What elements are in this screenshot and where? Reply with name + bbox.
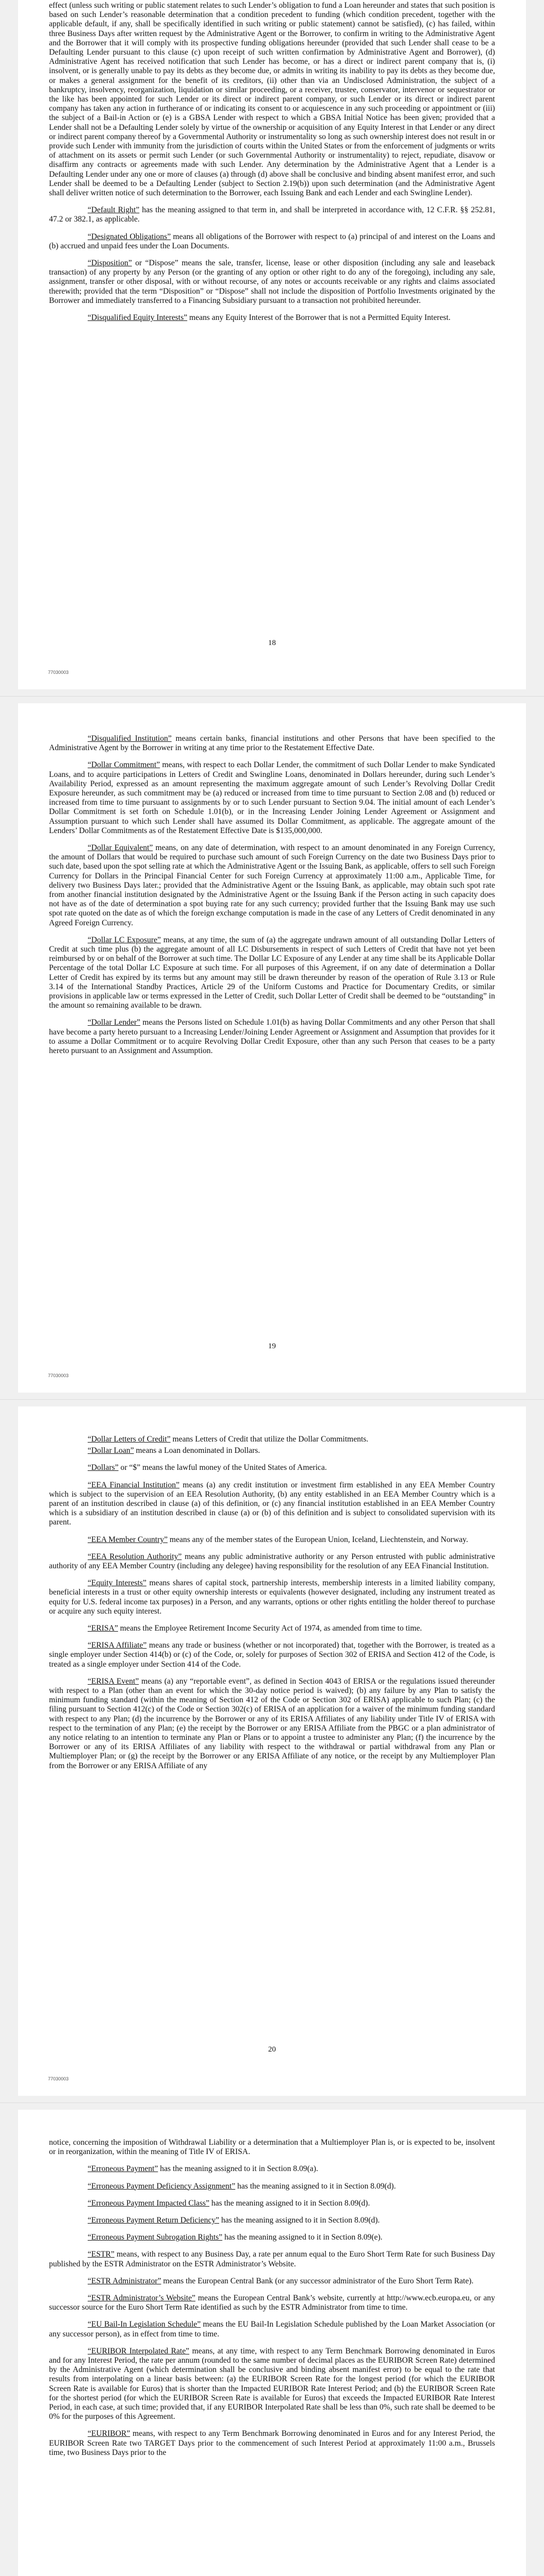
defined-term: “Dollar Equivalent” <box>88 843 153 853</box>
definition-dollar-loan: “Dollar Loan” means a Loan denominated in Dollars. <box>88 1446 260 1455</box>
definition-erroneous-payment: “Erroneous Payment” has the meaning assigned to it in Section 8.09(a). <box>88 2164 318 2174</box>
definition-dollar-lc-exposure: “Dollar LC Exposure” means, at any time, the sum of (a) the aggregate undrawn amount of all outstanding Dollar Letters of Credit at such time plus (b) the aggregate amount of all LC Disbursements in respect of such Letters of Credit that have not yet been reimbursed by or on behalf of the Borrower at such time. The Dollar LC Exposure of any Lender at any time shall be its Applicable Dollar Percentage of the total Dollar LC Exposure at such time. For all purposes of this Agreement, if on any date of determination a Dollar Letter of Credit has expired by its terms but any amount may still be drawn thereunder by reason of the operation of Rule 3.13 or Rule 3.14 of the International Standby Practices, Article 29 of the Uniform Customs and Practice for Documentary Credits, or similar provisions in applicable law or terms expressed in the Letter of Credit, such Dollar Letter of Credit shall be deemed to be “outstanding” in the amount so remaining available to be drawn. <box>49 935 495 1010</box>
document-id: 77030003 <box>48 1373 69 1378</box>
page-number: 19 <box>268 1342 276 1350</box>
page-body <box>49 1435 495 1778</box>
page-body <box>49 734 495 1063</box>
defined-term: “ESTR Administrator’s Website” <box>88 2294 195 2303</box>
definition-disposition: “Disposition” or “Dispose” means the sale, transfer, license, lease or other disposition (including any sale and leaseback transaction) of any property by any Person (or the granting of any option or other right to do any of the foregoing), including any sale, assignment, transfer or other disposal, with or without recourse, of any notes or accounts receivable or any rights and claims associated therewith; provided that the term “Disposition” or “Dispose” shall not include the disposition of Portfolio Investments originated by the Borrower and immediately transferred to a Financing Subsidiary pursuant to a transaction not prohibited hereunder. <box>49 259 495 305</box>
definition-designated-obligations: “Designated Obligations” means all obligations of the Borrower with respect to (a) principal of and interest on the Loans and (b) accrued and unpaid fees under the Loan Documents. <box>49 232 495 250</box>
page-body <box>49 2138 495 2465</box>
defined-term: “Disqualified Institution” <box>88 734 172 743</box>
page-body <box>49 1 495 330</box>
document-page-18 <box>18 0 526 689</box>
defined-term: “ESTR” <box>88 2250 114 2259</box>
definition-estr-administrator: “ESTR Administrator” means the European Central Bank (or any successor administrator of the Euro Short Term Rate). <box>88 2276 474 2285</box>
page-number: 18 <box>268 639 276 647</box>
definition-dollars: “Dollars” or “$” means the lawful money of the United States of America. <box>88 1463 327 1472</box>
page-number: 20 <box>268 2045 276 2054</box>
definition-erisa-event: “ERISA Event” means (a) any “reportable event”, as defined in Section 4043 of ERISA or the regulations issued thereunder with respect to a Plan (other than an event for which the 30-day notice period is waived); (b) any failure by any Plan to satisfy the minimum funding standard (within the meaning of Section 412 of the Code or Section 302 of ERISA) applicable to such Plan; (c) the filing pursuant to Section 412(c) of the Code or Section 302(c) of ERISA of an application for a waiver of the minimum funding standard with respect to any Plan; (d) the incurrence by the Borrower or any of its ERISA Affiliates of any liability under Title IV of ERISA with respect to the termination of any Plan; (e) the receipt by the Borrower or any ERISA Affiliate from the PBGC or a plan administrator of any notice relating to an intention to terminate any Plan or Plans or to appoint a trustee to administer any Plan; (f) the incurrence by the Borrower or any of its ERISA Affiliates of any liability with respect to the withdrawal or partial withdrawal from any Plan or Multiemployer Plan; or (g) the receipt by the Borrower or any ERISA Affiliate of any notice, or the receipt by any Multiemployer Plan from the Borrower or any ERISA Affiliate of any <box>49 1676 496 1770</box>
definition-dollar-letters-of-credit: “Dollar Letters of Credit” means Letters of Credit that utilize the Dollar Commitments. <box>88 1435 369 1444</box>
page-break <box>0 696 544 697</box>
defined-term: “Erroneous Payment Subrogation Rights” <box>88 2233 223 2242</box>
definition-default-right: “Default Right” has the meaning assigned to that term in, and shall be interpreted in accordance with, 12 C.F.R. §§ 252.81, 47.2 or 382.1, as applicable. <box>49 206 495 224</box>
defined-term: “Erroneous Payment Return Deficiency” <box>88 2216 220 2225</box>
defined-term: “Erroneous Payment” <box>88 2164 158 2174</box>
document-page-20 <box>18 1406 526 2096</box>
definition-equity-interests: “Equity Interests” means shares of capital stock, partnership interests, membership interests in a limited liability company, beneficial interests in a trust or other equity ownership interests or equivalents (however designated, including any instrument treated as equity for U.S. federal income tax purposes) in a Person, and any warrants, options or other rights entitling the holder thereof to purchase or acquire any such equity interest. <box>49 1579 495 1616</box>
document-id: 77030003 <box>48 670 69 675</box>
defined-term: “Erroneous Payment Deficiency Assignment” <box>88 2181 236 2191</box>
document-page-21 <box>18 2110 526 2576</box>
definition-estr: “ESTR” means, with respect to any Business Day, a rate per annum equal to the Euro Short Term Rate for such Business Day published by the ESTR Administrator on the ESTR Administrator’s Website. <box>49 2250 495 2268</box>
definition-erisa-affiliate: “ERISA Affiliate” means any trade or business (whether or not incorporated) that, together with the Borrower, is treated as a single employer under Section 414(b) or (c) of the Code, or, solely for purposes of Section 302 of ERISA and Section 412 of the Code, is treated as a single employer under Section 414 of the Code. <box>49 1641 495 1669</box>
paragraph-defaulting-lender-continued: effect (unless such writing or public statement relates to such Lender’s obligation to fund a Loan hereunder and states that such position is based on such Lender’s reasonable determination that a condition precedent to funding (which condition precedent, together with the applicable default, if any, shall be specifically identified in such writing or public statement) cannot be satisfied), (c) has failed, within three Business Days after written request by the Administrative Agent or the Borrower, to confirm in writing to the Administrative Agent and the Borrower that it will comply with its prospective funding obligations hereunder (provided that such Lender shall cease to be a Defaulting Lender pursuant to this clause (c) upon receipt of such written confirmation by Administrative Agent and Borrower), (d) Administrative Agent has received notification that such Lender has become, or has a direct or indirect parent company that is, (i) insolvent, or is generally unable to pay its debts as they become due, or admits in writing its inability to pay its debts as they become due, or makes a general assignment for the benefit of its creditors, (ii) other than via an Undisclosed Administration, the subject of a bankruptcy, insolvency, reorganization, liquidation or similar proceeding, or a receiver, trustee, conservator, intervenor or sequestrator or the like has been appointed for such Lender or its direct or indirect parent company, or such Lender or its direct or indirect parent company has taken any action in furtherance of or indicating its consent to or acquiescence in any such proceeding or appointment or (iii) the subject of a Bail-in Action or (e) is a GBSA Lender with respect to which a GBSA Initial Notice has been given; provided that a Lender shall not be a Defaulting Lender solely by virtue of the ownership or acquisition of any Equity Interest in that Lender or any direct or indirect parent company thereof by a Governmental Authority or instrumentality so long as such ownership interest does not result in or provide such Lender with immunity from the jurisdiction of courts within the United States or from the enforcement of judgments or writs of attachment on its assets or permit such Lender (or such Governmental Authority or instrumentality) to reject, repudiate, disavow or disaffirm any contracts or agreements made with such Lender. Any determination by the Administrative Agent that a Lender is a Defaulting Lender under any one or more of clauses (a) through (d) above shall be conclusive and binding absent manifest error, and such Lender shall be deemed to be a Defaulting Lender (subject to Section 2.19(b)) upon such determination (and the Administrative Agent shall deliver written notice of such determination to the Borrower, each Issuing Bank and each Lender and each Swingline Lender). <box>49 1 495 198</box>
definition-erisa: “ERISA” means the Employee Retirement Income Security Act of 1974, as amended from time to time. <box>88 1624 422 1633</box>
defined-term: “Dollar Lender” <box>88 1018 141 1027</box>
defined-term: “Dollar Letters of Credit” <box>88 1435 171 1444</box>
defined-term: “Equity Interests” <box>88 1579 146 1588</box>
defined-term: “EU Bail-In Legislation Schedule” <box>88 2320 201 2329</box>
definition-eea-resolution-authority: “EEA Resolution Authority” means any public administrative authority or any Person entrusted with public administrative authority of any EEA Member Country (including any delegee) having responsibility for the resolution of any EEA Financial Institution. <box>49 1552 495 1571</box>
defined-term: “EEA Financial Institution” <box>88 1480 180 1489</box>
definition-eea-financial-institution: “EEA Financial Institution” means (a) any credit institution or investment firm established in any EEA Member Country which is subject to the supervision of an EEA Resolution Authority, (b) any entity established in an EEA Member Country which is a parent of an institution described in clause (a) of this definition, or (c) any financial institution established in an EEA Member Country which is a subsidiary of an institution described in clause (a) or (b) of this definition and is subject to consolidated supervision with its parent. <box>49 1480 496 1527</box>
defined-term: “Disqualified Equity Interests” <box>88 313 188 323</box>
defined-term: “Dollar Commitment” <box>88 760 160 770</box>
defined-term: “Erroneous Payment Impacted Class” <box>88 2198 210 2208</box>
definition-estr-administrators-website: “ESTR Administrator’s Website” means the European Central Bank’s website, currently at http://www.ecb.europa.eu, or any successor source for the Euro Short Term Rate identified as such by the ESTR Administrator from time to time. <box>49 2294 495 2312</box>
paragraph-erisa-event-continued: notice, concerning the imposition of Withdrawal Liability or a determination that a Multiemployer Plan is, or is expected to be, insolvent or in reorganization, within the meaning of Title IV of ERISA. <box>49 2138 495 2157</box>
defined-term: “ERISA Affiliate” <box>88 1641 147 1650</box>
defined-term: “EURIBOR” <box>88 2429 130 2438</box>
defined-term: “Dollar LC Exposure” <box>88 935 161 944</box>
defined-term: “Disposition” <box>88 259 132 268</box>
defined-term: “EURIBOR Interpolated Rate” <box>88 2346 190 2355</box>
page-break <box>0 1399 544 1400</box>
defined-term: “ESTR Administrator” <box>88 2276 161 2285</box>
definition-erroneous-payment-subrogation-rights: “Erroneous Payment Subrogation Rights” has the meaning assigned to it in Section 8.09(e). <box>88 2233 383 2242</box>
definition-erroneous-payment-return-deficiency: “Erroneous Payment Return Deficiency” has the meaning assigned to it in Section 8.09(d). <box>88 2216 380 2225</box>
definition-erroneous-payment-impacted-class: “Erroneous Payment Impacted Class” has the meaning assigned to it in Section 8.09(d). <box>88 2198 370 2208</box>
defined-term: “Dollars” <box>88 1463 119 1472</box>
document-id: 77030003 <box>48 2076 69 2081</box>
defined-term: “Default Right” <box>88 206 140 215</box>
definition-disqualified-institution: “Disqualified Institution” means certain banks, financial institutions and other Persons that have been specified to the Administrative Agent by the Borrower in writing at any time prior to the Restatement Effective Date. <box>49 734 495 753</box>
defined-term: “Designated Obligations” <box>88 232 171 241</box>
definition-eu-bail-in-legislation-schedule: “EU Bail-In Legislation Schedule” means the EU Bail-In Legislation Schedule published by the Loan Market Association (or any successor person), as in effect from time to time. <box>49 2320 495 2338</box>
definition-disqualified-equity-interests: “Disqualified Equity Interests” means any Equity Interest of the Borrower that is not a Permitted Equity Interest. <box>88 313 451 323</box>
definition-dollar-equivalent: “Dollar Equivalent” means, on any date of determination, with respect to an amount denominated in any Foreign Currency, the amount of Dollars that would be required to purchase such amount of such Foreign Currency on the date two Business Days prior to such date, based upon the spot selling rate at which the Administrative Agent or the Issuing Bank, as applicable, offers to sell such Foreign Currency for Dollars in the Principal Financial Center for such Foreign Currency at approximately 11:00 a.m., Applicable Time, for delivery two Business Days later.; provided that the Administrative Agent or the Issuing Bank, as applicable, may obtain such spot rate from another financial institution designated by the Administrative Agent or the Issuing Bank if the Person acting in such capacity does not have as of the date of determination a spot buying rate for any such currency; provided further that the Issuing Bank may use such spot rate quoted on the date as of which the foreign exchange computation is made in the case of any Letters of Credit denominated in any Agreed Foreign Currency. <box>49 843 495 927</box>
definition-erroneous-payment-deficiency-assignment: “Erroneous Payment Deficiency Assignment” has the meaning assigned to it in Section 8.09(d). <box>88 2181 396 2191</box>
defined-term: “EEA Member Country” <box>88 1535 168 1544</box>
definition-euribor-interpolated-rate: “EURIBOR Interpolated Rate” means, at any time, with respect to any Term Benchmark Borrowing denominated in Euros and for any Interest Period, the rate per annum (rounded to the same number of decimal places as the EURIBOR Screen Rate) determined by the Administrative Agent (which determination shall be conclusive and binding absent manifest error) to be equal to the rate that results from interpolating on a linear basis between: (a) the EURIBOR Screen Rate for the longest period (for which the EURIBOR Screen Rate is available for Euros) that is shorter than the Impacted EURIBOR Rate Interest Period; and (b) the EURIBOR Screen Rate for the shortest period (for which the EURIBOR Screen Rate is available for Euros) that exceeds the Impacted EURIBOR Rate Interest Period, in each case, at such time; provided that, if any EURIBOR Interpolated Rate shall be less than 0%, such rate shall be deemed to be 0% for the purposes of this Agreement. <box>49 2346 495 2421</box>
definition-eea-member-country: “EEA Member Country” means any of the member states of the European Union, Iceland, Liechtenstein, and Norway. <box>88 1535 468 1544</box>
defined-term: “Dollar Loan” <box>88 1446 134 1455</box>
definition-euribor: “EURIBOR” means, with respect to any Term Benchmark Borrowing denominated in Euros and for any Interest Period, the EURIBOR Screen Rate two TARGET Days prior to the commencement of such Interest Period at approximately 11:00 a.m., Brussels time, two Business Days prior to the <box>49 2429 495 2457</box>
defined-term: “EEA Resolution Authority” <box>88 1552 182 1561</box>
document-page-19 <box>18 703 526 1393</box>
defined-term: “ERISA Event” <box>88 1676 139 1686</box>
definition-dollar-lender: “Dollar Lender” means the Persons listed on Schedule 1.01(b) as having Dollar Commitments and any other Person that shall have become a party hereto pursuant to a Increasing Lender/Joining Lender Agreement or Assignment and Assumption that provides for it to assume a Dollar Commitment or to acquire Revolving Dollar Credit Exposure, other than any such Person that ceases to be a party hereto pursuant to an Assignment and Assumption. <box>49 1018 496 1056</box>
defined-term: “ERISA” <box>88 1624 118 1633</box>
definition-dollar-commitment: “Dollar Commitment” means, with respect to each Dollar Lender, the commitment of such Dollar Lender to make Syndicated Loans, and to acquire participations in Letters of Credit and Swingline Loans, denominated in Dollars hereunder, during such Lender’s Availability Period, expressed as an amount representing the maximum aggregate amount of such Lender’s Revolving Dollar Credit Exposure hereunder, as such commitment may be (a) reduced or increased from time to time pursuant to Section 2.08 and (b) reduced or increased from time to time pursuant to assignments by or to such Lender pursuant to Section 9.04. The initial amount of each Lender’s Dollar Commitment is set forth on Schedule 1.01(b), or in the Increasing Lender Joining Lender Agreement or Assignment and Assumption pursuant to which such Lender shall have assumed its Dollar Commitment, as applicable. The aggregate amount of the Lenders’ Dollar Commitments as of the Restatement Effective Date is $135,000,000. <box>49 760 495 835</box>
